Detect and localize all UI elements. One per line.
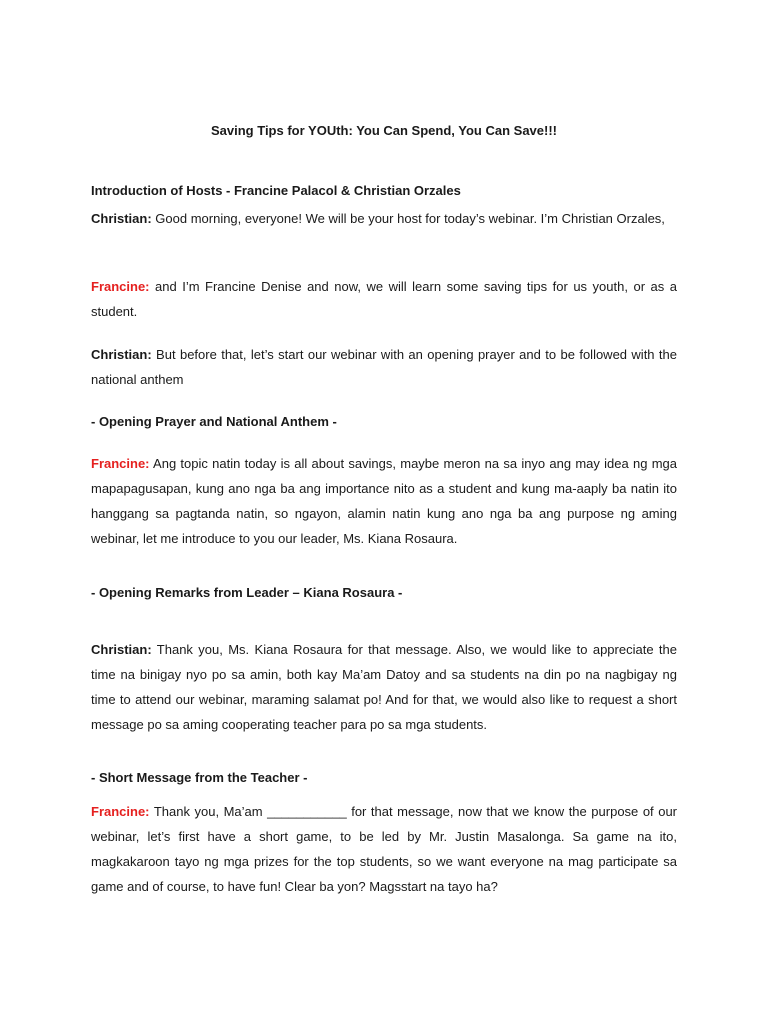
speaker-label: Christian: <box>91 347 152 362</box>
dialogue-line-2 <box>91 274 677 324</box>
speaker-label: Francine: <box>91 279 150 294</box>
dialogue-text: Thank you, Ms. Kiana Rosaura for that message. Also, we would like to appreciate the time na binigay nyo po sa amin, both kay Ma’am Datoy and sa students na din po na nagbigay ng time to attend our webinar, maraming salamat po! And for that, we would also like to request a short message po sa aming cooperating teacher para po sa mga students. <box>91 642 677 732</box>
dialogue-text: Good morning, everyone! We will be your host for today’s webinar. I’m Christian Orzales, <box>151 211 665 226</box>
speaker-label: Christian: <box>91 211 152 226</box>
dialogue-text: Ang topic natin today is all about savings, maybe meron na sa inyo ang may idea ng mga mapapagusapan, kung ano nga ba ang importance nito as a student and kung ma-aaply ba natin ito hanggang sa pagtanda natin, so ngayon, alamin natin kung ano nga ba ang purpose ng aming webinar, let me introduce to you our leader, Ms. Kiana Rosaura. <box>91 456 677 546</box>
dialogue-text: Thank you, Ma’am ___________ for that message, now that we know the purpose of our webinar, let’s first have a short game, to be led by Mr. Justin Masalonga. Sa game na ito, magkakaroon tayo ng mga prizes for the top students, so we want everyone na mag participate sa game and of course, to have fun! Clear ba yon? Magsstart na tayo ha? <box>91 804 677 894</box>
section-heading-short-message: - Short Message from the Teacher - <box>91 770 308 785</box>
dialogue-text: But before that, let’s start our webinar with an opening prayer and to be followed with the national anthem <box>91 347 677 387</box>
dialogue-line-5 <box>91 637 677 737</box>
dialogue-line-4 <box>91 451 677 551</box>
section-heading-opening-remarks: - Opening Remarks from Leader – Kiana Rosaura - <box>91 585 403 600</box>
speaker-label: Francine: <box>91 456 150 471</box>
document-title: Saving Tips for YOUth: You Can Spend, You Can Save!!! <box>211 123 557 138</box>
dialogue-text: and I’m Francine Denise and now, we will learn some saving tips for us youth, or as a student. <box>91 279 677 319</box>
speaker-label: Christian: <box>91 642 152 657</box>
dialogue-line-1 <box>91 206 677 231</box>
dialogue-line-6 <box>91 799 677 899</box>
speaker-label: Francine: <box>91 804 150 819</box>
section-heading-introduction: Introduction of Hosts - Francine Palacol & Christian Orzales <box>91 183 461 198</box>
section-heading-opening-prayer: - Opening Prayer and National Anthem - <box>91 414 337 429</box>
dialogue-line-3 <box>91 342 677 392</box>
